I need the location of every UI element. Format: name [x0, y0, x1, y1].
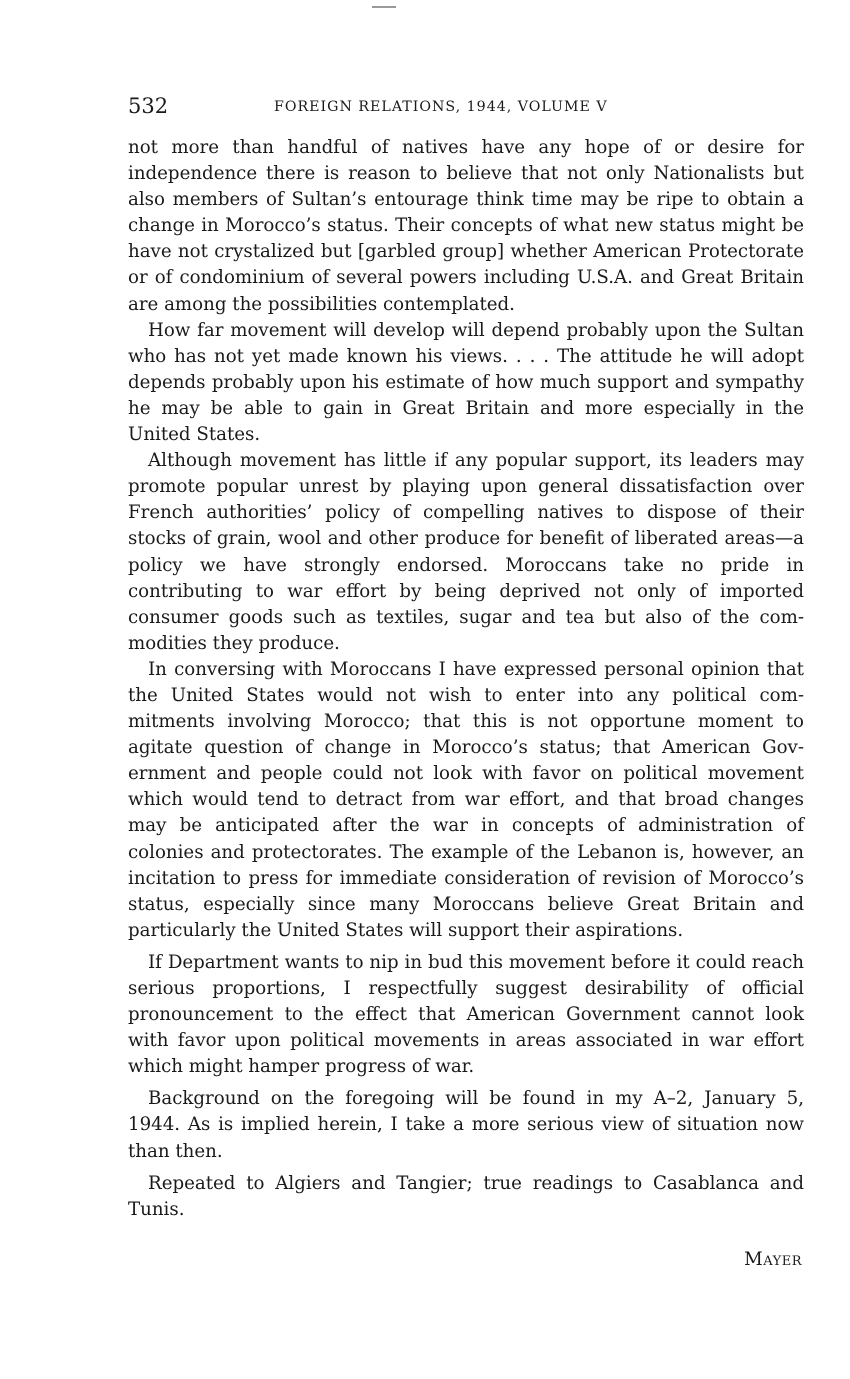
page-number: 532 — [128, 94, 169, 118]
paragraph-2: How far movement will develop will depend probably upon the Sultan who has not yet made known his views. . . . The attitude he will adopt depends probably upon his estimate of how much support and sympathy he may be able to gain in Great Britain and more especially in the United States. — [128, 319, 804, 446]
paragraph-7: Repeated to Algiers and Tangier; true readings to Casablanca and Tunis. — [128, 1172, 804, 1220]
paragraph-5: If Department wants to nip in bud this movement before it could reach serious proportions, I respectfully suggest desirability of official pronouncement to the effect that American Government cannot look with favor upon political movements in areas associated in war effort which might hamper progress of war. — [128, 951, 804, 1078]
running-head — [128, 92, 804, 122]
body-text — [128, 135, 804, 1223]
paragraph-4: In conversing with Moroccans I have expressed personal opinion that the United States would not wish to enter into any political commitments involving Morocco; that this is not opportune moment to agitate question of change in Morocco’s status; that American Government and people could not look with favor on political movement which would tend to detract from war effort, and that broad changes may be anticipated after the war in concepts of administration of colonies and protectorates. The example of the Lebanon is, however, an incitation to press for immediate consideration of revision of Morocco’s status, especially since many Moroccans believe Great Britain and particularly the United States will support their aspirations. — [128, 658, 804, 941]
running-title: FOREIGN RELATIONS, 1944, VOLUME V — [274, 99, 608, 115]
paragraph-6: Background on the foregoing will be found in my A–2, January 5, 1944. As is implied herein, I take a more serious view of situation now than then. — [128, 1088, 804, 1162]
scan-mark — [372, 6, 396, 8]
paragraph-1: not more than handful of natives have any hope of or desire for independence there is reason to believe that not only Nationalists but also members of Sultan’s entourage think time may be ripe to obtain a change in Morocco’s status. Their concepts of what new status might be have not crystalized but [garbled group] whether American Protectorate or of condominium of several powers including U.S.A. and Great Britain are among the possibilities contemplated. — [128, 137, 804, 315]
paragraph-3: Although movement has little if any popular support, its leaders may promote popular unrest by playing upon general dissatisfaction over French authorities’ policy of compelling natives to dispose of their stocks of grain, wool and other produce for benefit of liberated areas—a policy we have strongly endorsed. Moroccans take no pride in contributing to war effort by being deprived not only of imported consumer goods such as textiles, sugar and tea but also of the commodities they produce. — [128, 450, 804, 654]
signature: Mayer — [744, 1249, 802, 1270]
